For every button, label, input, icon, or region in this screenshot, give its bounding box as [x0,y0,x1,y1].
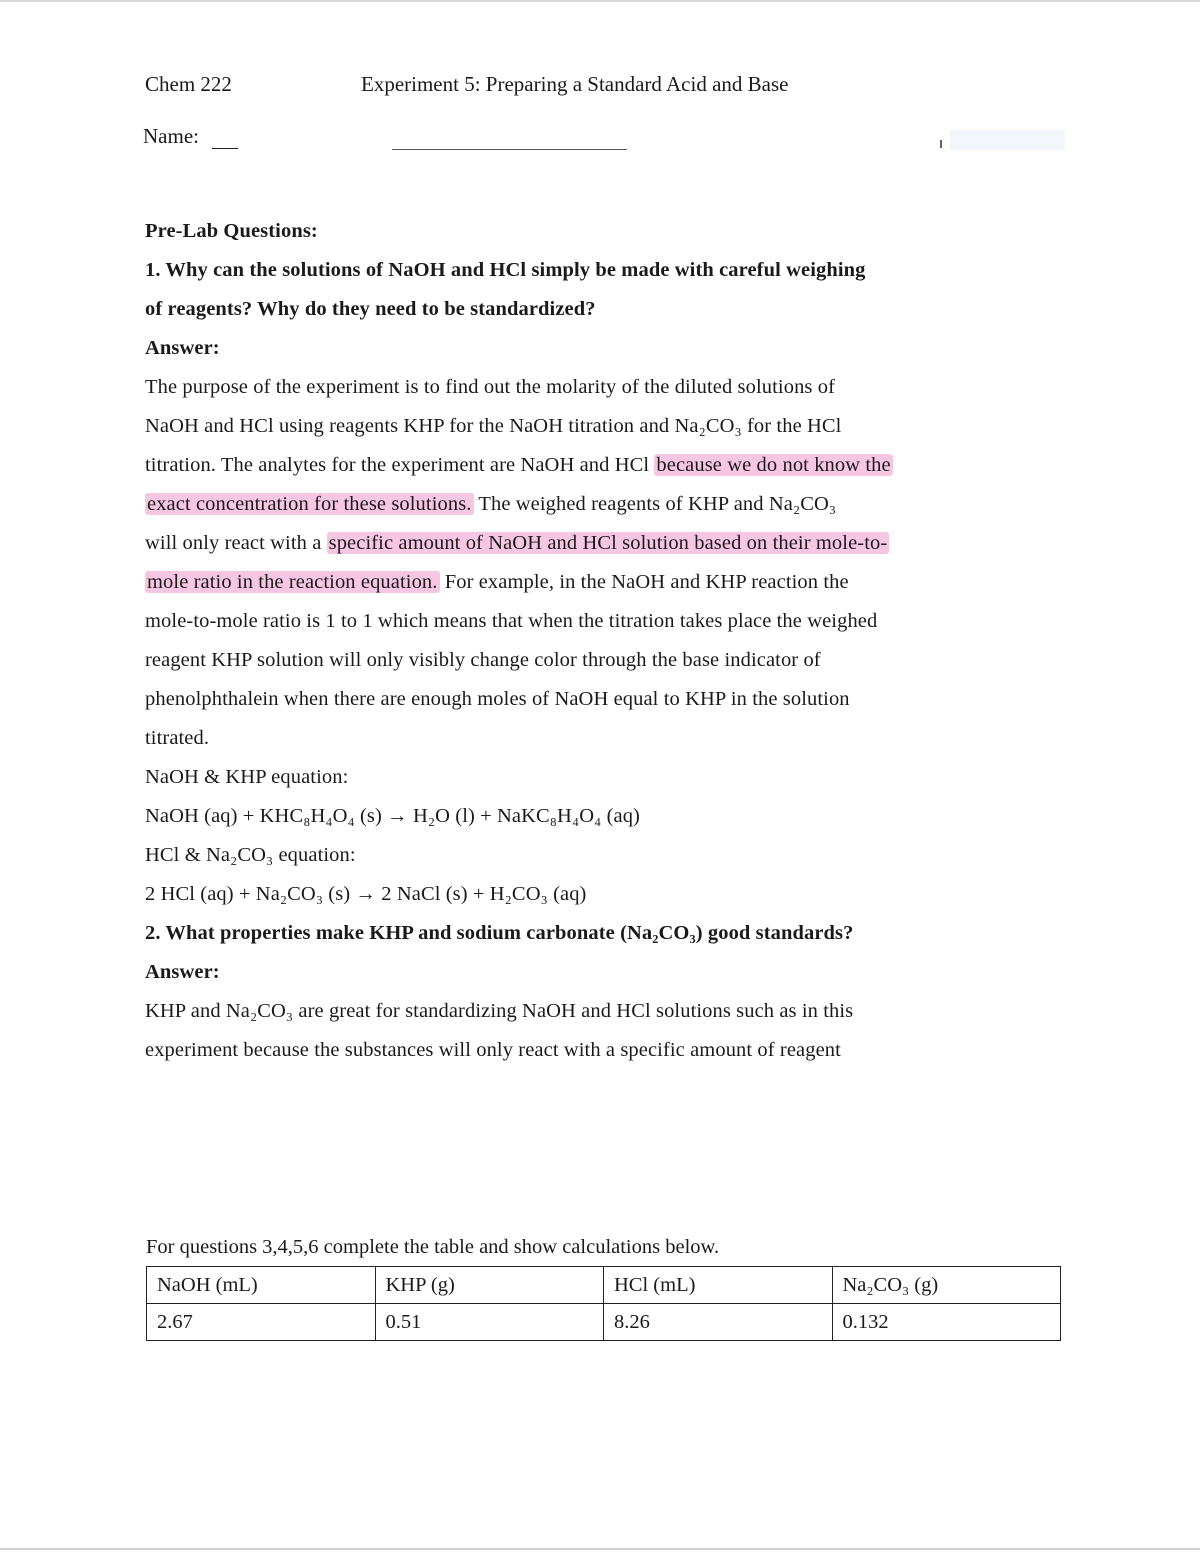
table-header-cell: HCl (mL) [604,1267,833,1304]
answer-1-line-3 [145,454,893,477]
highlighted-text: mole ratio in the reaction equation. [147,571,438,593]
answer-1-text: The weighed reagents of KHP and Na₂CO₃ [473,493,837,515]
answer-1-line-6 [145,571,849,594]
experiment-title: Experiment 5: Preparing a Standard Acid and Base [361,72,789,96]
answer-1-line-4 [145,493,836,516]
answer-2-line-1: KHP and Na₂CO₃ are great for standardizing NaOH and HCl solutions such as in this [145,1000,854,1022]
prelab-heading: Pre-Lab Questions: [145,220,318,242]
answer-1-line-10: titrated. [145,727,210,749]
question-1-line-2: of reagents? Why do they need to be standardized? [145,298,596,320]
answer-1-line-2: NaOH and HCl using reagents KHP for the NaOH titration and Na₂CO₃ for the HCl [145,415,842,437]
equation-1: NaOH (aq) + KHC₈H₄O₄ (s) → H₂O (l) + NaKC₈H₄O₄ (aq) [145,805,640,827]
answer-1-line-9: phenolphthalein when there are enough moles of NaOH equal to KHP in the solution [145,688,850,710]
answer-1-text: For example, in the NaOH and KHP reaction the [439,571,849,593]
table-header-cell: KHP (g) [375,1267,604,1304]
name-blank-short [212,148,238,149]
answer-1-line-8: reagent KHP solution will only visibly change color through the base indicator of [145,649,821,671]
answer-1-text: titration. The analytes for the experiment are NaOH and HCl [145,454,655,476]
name-blank-line [392,149,627,150]
equation-2-label: HCl & Na₂CO₃ equation: [145,844,356,866]
answer-2-label: Answer: [145,961,220,983]
answer-1-line-1: The purpose of the experiment is to find out the molarity of the diluted solutions of [145,376,835,398]
table-header-cell: Na₂CO₃ (g) [832,1267,1061,1304]
question-2: 2. What properties make KHP and sodium carbonate (Na₂CO₃) good standards? [145,922,854,944]
name-label: Name: [143,124,199,148]
table-cell: 0.51 [375,1304,604,1341]
table-cell: 0.132 [832,1304,1061,1341]
scan-edge-top [0,0,1200,2]
scan-edge-bottom [0,1548,1200,1550]
answer-1-line-5 [145,532,889,555]
question-1-line-1: 1. Why can the solutions of NaOH and HCl simply be made with careful weighing [145,259,866,281]
answer-1-line-7: mole-to-mole ratio is 1 to 1 which means that when the titration takes place the weighed [145,610,878,632]
table-cell: 8.26 [604,1304,833,1341]
table-cell: 2.67 [147,1304,376,1341]
equation-2: 2 HCl (aq) + Na₂CO₃ (s) → 2 NaCl (s) + H₂CO₃ (aq) [145,883,587,905]
scan-smudge [950,130,1065,150]
table-caption: For questions 3,4,5,6 complete the table and show calculations below. [146,1236,720,1258]
table-header-cell: NaOH (mL) [147,1267,376,1304]
highlighted-text: exact concentration for these solutions. [147,493,472,515]
course-code: Chem 222 [145,72,232,96]
scan-mark [940,140,942,148]
highlighted-text: because we do not know the [656,454,891,476]
equation-1-label: NaOH & KHP equation: [145,766,349,788]
answer-1-label: Answer: [145,337,220,359]
highlighted-text: specific amount of NaOH and HCl solution based on their mole-to- [328,532,888,554]
answer-2-line-2: experiment because the substances will only react with a specific amount of reagent [145,1039,841,1061]
results-table [146,1266,1061,1341]
table-row [147,1304,1061,1341]
answer-1-text: will only react with a [145,532,327,554]
table-header-row [147,1267,1061,1304]
